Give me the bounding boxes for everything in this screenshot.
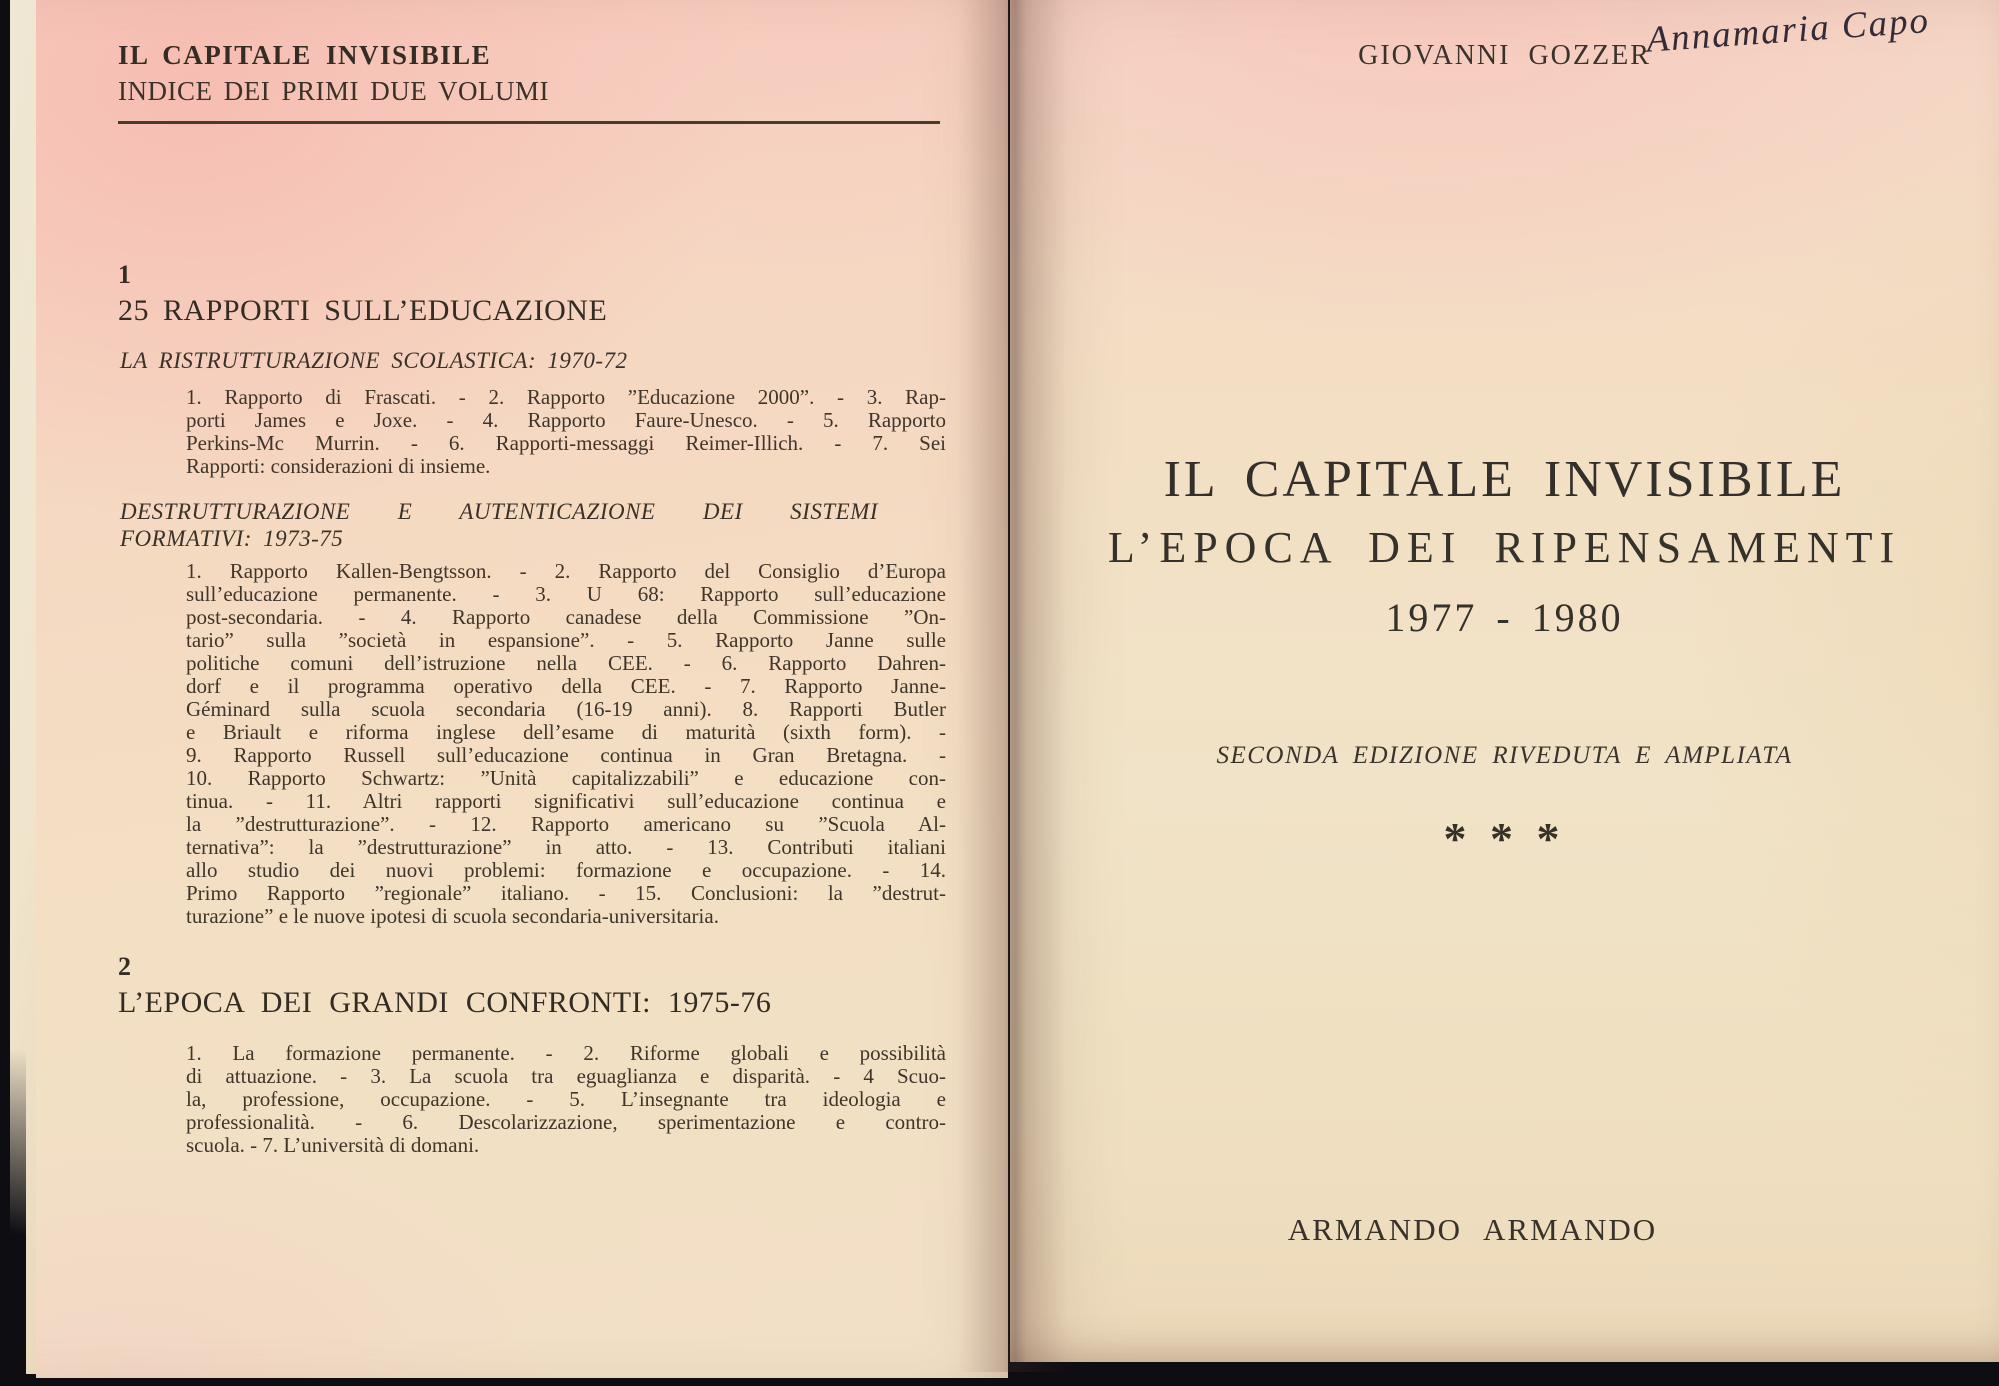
text-line: Primo Rapporto ”regionale” italiano. - 15. Conclusioni: la ”destrut-	[186, 881, 946, 905]
text-line: 1. Rapporto di Frascati. - 2. Rapporto ”Educazione 2000”. - 3. Rap-	[186, 385, 946, 409]
text-line: di attuazione. - 3. La scuola tra eguaglianza e disparità. - 4 Scuo-	[186, 1064, 946, 1088]
header-rule	[118, 121, 940, 124]
book-years: 1977 - 1980	[1385, 595, 1624, 640]
section2-title: L’EPOCA DEI GRANDI CONFRONTI: 1975-76	[118, 986, 772, 1019]
text-line: DESTRUTTURAZIONE E AUTENTICAZIONE DEI SISTEMI	[120, 499, 878, 524]
publisher-name: ARMANDO ARMANDO	[1287, 1212, 1658, 1247]
text-line: Géminard sulla scuola secondaria (16-19 anni). 8. Rapporti Butler	[186, 697, 946, 721]
text-line: professionalità. - 6. Descolarizzazione, sperimentazione e contro-	[186, 1110, 946, 1134]
asterisk-ornament: * * *	[1443, 813, 1566, 864]
text-line: e Briault e riforma inglese dell’esame di maturità (sixth form). -	[186, 720, 946, 744]
index-paragraph-1	[186, 386, 946, 478]
text-line: Perkins-Mc Murrin. - 6. Rapporti-messaggi Reimer-Illich. - 7. Sei	[186, 431, 946, 455]
section2-number: 2	[118, 952, 131, 981]
section1-title: 25 RAPPORTI SULL’EDUCAZIONE	[118, 294, 608, 327]
text-line: allo studio dei nuovi problemi: formazione e occupazione. - 14.	[186, 858, 946, 882]
text-line: tinua. - 11. Altri rapporti significativi sull’educazione continua e	[186, 789, 946, 813]
text-line: dorf e il programma operativo della CEE. - 7. Rapporto Janne-	[186, 674, 946, 698]
text-line: porti James e Joxe. - 4. Rapporto Faure-Unesco. - 5. Rapporto	[186, 408, 946, 432]
section1-subheading2	[120, 498, 878, 552]
text-line: FORMATIVI: 1973-75	[120, 526, 344, 551]
text-line: post-secondaria. - 4. Rapporto canadese della Commissione ”On-	[186, 605, 946, 629]
text-line: sull’educazione permanente. - 3. U 68: Rapporto sull’educazione	[186, 582, 946, 606]
text-line: ternativa”: la ”destrutturazione” in atto. - 13. Contributi italiani	[186, 835, 946, 859]
text-line: scuola. - 7. L’università di domani.	[186, 1133, 480, 1157]
index-page	[36, 0, 1008, 1378]
title-page	[1010, 0, 1999, 1362]
section1-number: 1	[118, 260, 131, 289]
text-line: 1. Rapporto Kallen-Bengtsson. - 2. Rapporto del Consiglio d’Europa	[186, 559, 946, 583]
author-name: GIOVANNI GOZZER	[1358, 40, 1651, 71]
book-subtitle: L’EPOCA DEI RIPENSAMENTI	[1107, 523, 1902, 572]
text-line: politiche comuni dell’istruzione nella CEE. - 6. Rapporto Dahren-	[186, 651, 946, 675]
text-line: la, professione, occupazione. - 5. L’insegnante tra ideologia e	[186, 1087, 946, 1111]
handwritten-owner-signature: Annamaria Capo	[1645, 0, 1932, 61]
text-line: 9. Rapporto Russell sull’educazione continua in Gran Bretagna. -	[186, 743, 946, 767]
scan-shadow-wedge	[0, 1050, 26, 1386]
text-line: Rapporti: considerazioni di insieme.	[186, 454, 491, 478]
edition-note: SECONDA EDIZIONE RIVEDUTA E AMPLIATA	[1216, 742, 1793, 769]
text-line: turazione” e le nuove ipotesi di scuola secondaria-universitaria.	[186, 904, 719, 928]
text-line: 1. La formazione permanente. - 2. Riforme globali e possibilità	[186, 1041, 946, 1065]
index-paragraph-3	[186, 1042, 946, 1157]
text-line: 10. Rapporto Schwartz: ”Unità capitalizzabili” e educazione con-	[186, 766, 946, 790]
section1-subheading1: LA RISTRUTTURAZIONE SCOLASTICA: 1970-72	[120, 348, 628, 373]
index-header-title: IL CAPITALE INVISIBILE	[118, 40, 492, 70]
index-paragraph-2	[186, 560, 946, 928]
text-line: tario” sulla ”società in espansione”. - 5. Rapporto Janne sulle	[186, 628, 946, 652]
book-title: IL CAPITALE INVISIBILE	[1163, 451, 1846, 508]
text-line: la ”destrutturazione”. - 12. Rapporto americano su ”Scuola Al-	[186, 812, 946, 836]
index-header-subtitle: INDICE DEI PRIMI DUE VOLUMI	[118, 76, 549, 106]
